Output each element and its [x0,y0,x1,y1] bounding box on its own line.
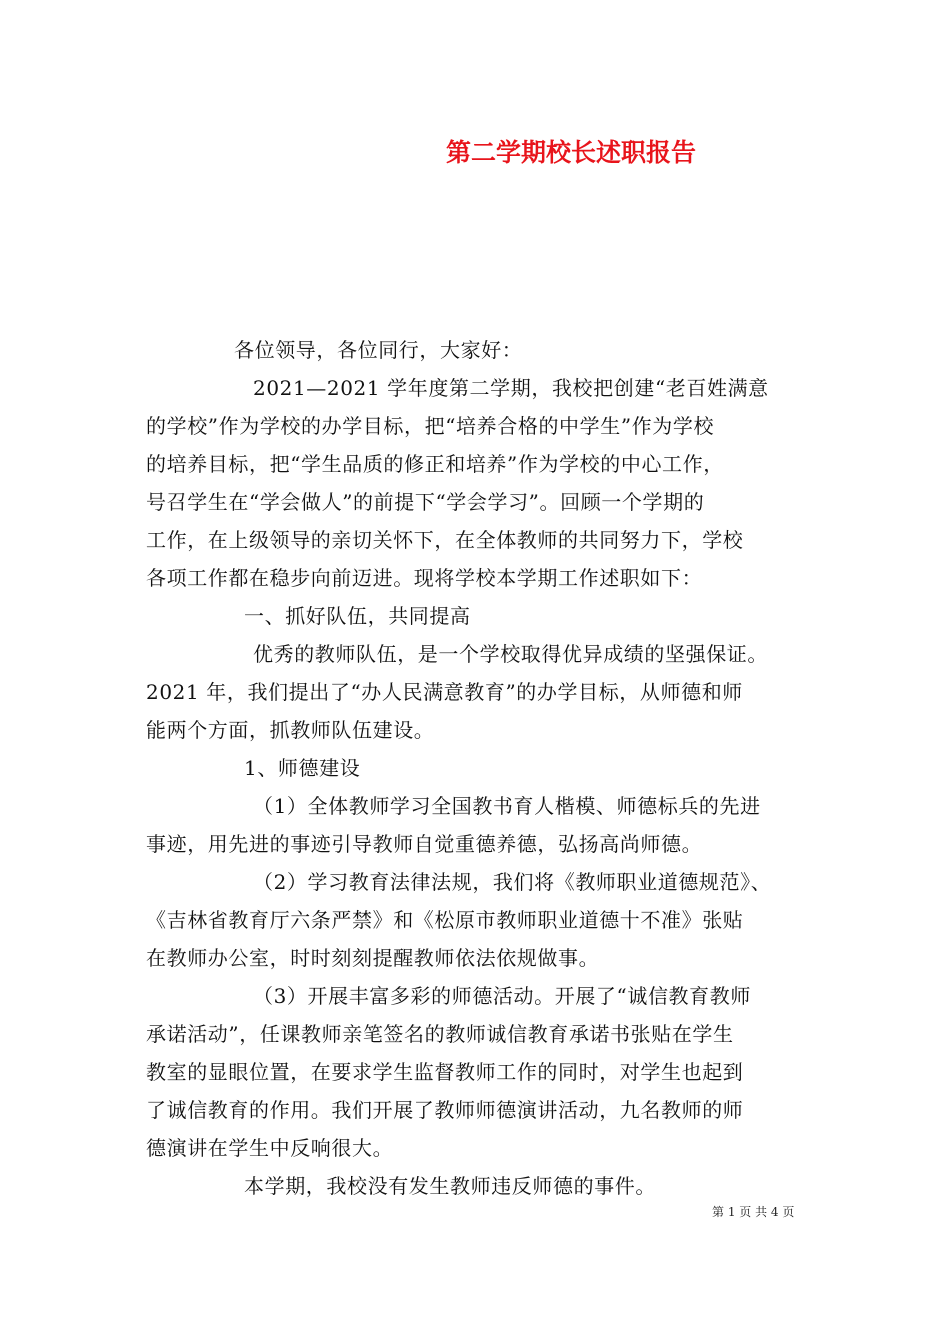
body-line: 事迹，用先进的事迹引导教师自觉重德养德，弘扬高尚师德。 [146,832,703,856]
body-line: （2）学习教育法律法规，我们将《教师职业道德规范》、 [253,870,772,894]
greeting-line: 各位领导，各位同行，大家好： [234,338,523,362]
body-line: 号召学生在“学会做人”的前提下“学会学习”。回顾一个学期的 [146,490,705,514]
body-line: 的学校”作为学校的办学目标，把“培养合格的中学生”作为学校 [146,414,715,438]
subsection-heading: 1、师德建设 [244,756,361,780]
body-line: 各项工作都在稳步向前迈进。现将学校本学期工作述职如下： [146,566,703,590]
body-line: 《吉林省教育厅六条严禁》和《松原市教师职业道德十不准》张贴 [146,908,744,932]
body-line: 2021—2021 学年度第二学期，我校把创建“老百姓满意 [253,376,769,400]
body-line: （3）开展丰富多彩的师德活动。开展了“诚信教育教师 [253,984,751,1008]
body-line: 2021 年，我们提出了“办人民满意教育”的办学目标，从师德和师 [146,680,743,704]
body-line: 能两个方面，抓教师队伍建设。 [146,718,435,742]
body-line: （1）全体教师学习全国教书育人楷模、师德标兵的先进 [253,794,761,818]
body-line: 在教师办公室，时时刻刻提醒教师依法依规做事。 [146,946,600,970]
body-line: 本学期，我校没有发生教师违反师德的事件。 [244,1174,656,1198]
section-heading: 一、抓好队伍，共同提高 [244,604,471,628]
body-line: 德演讲在学生中反响很大。 [146,1136,394,1160]
body-line: 了诚信教育的作用。我们开展了教师师德演讲活动，九名教师的师 [146,1098,744,1122]
body-line: 教室的显眼位置，在要求学生监督教师工作的同时，对学生也起到 [146,1060,744,1084]
body-line: 优秀的教师队伍，是一个学校取得优异成绩的坚强保证。 [253,642,768,666]
body-line: 工作，在上级领导的亲切关怀下，在全体教师的共同努力下，学校 [146,528,744,552]
document-title: 第二学期校长述职报告 [446,138,697,167]
body-line: 承诺活动”，任课教师亲笔签名的教师诚信教育承诺书张贴在学生 [146,1022,734,1046]
body-line: 的培养目标，把“学生品质的修正和培养”作为学校的中心工作， [146,452,724,476]
page-footer: 第 1 页 共 4 页 [712,1205,795,1219]
